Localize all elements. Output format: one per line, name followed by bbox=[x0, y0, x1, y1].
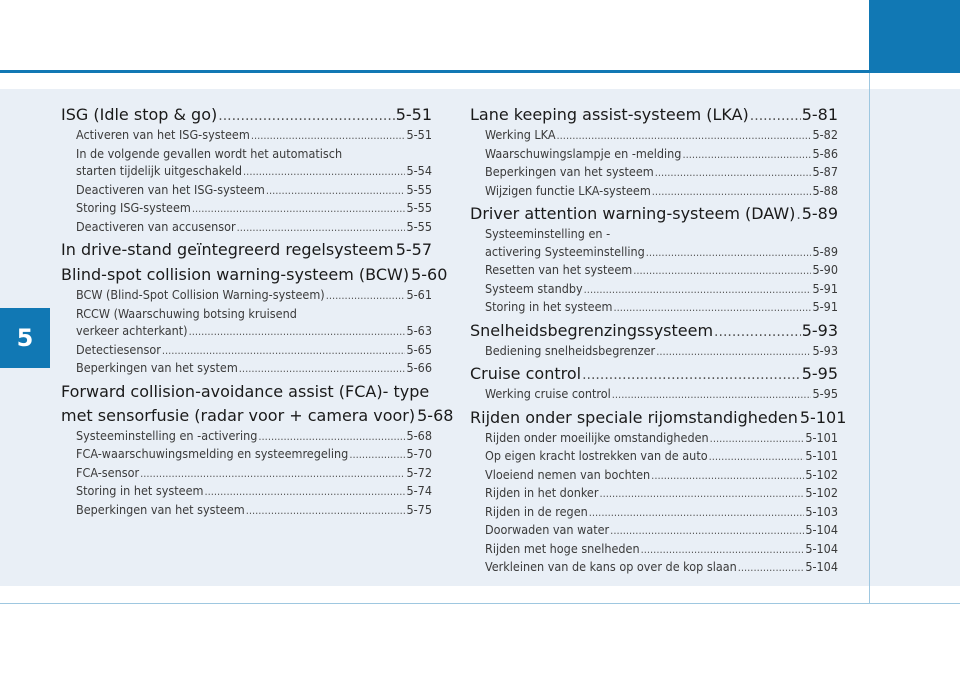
leader-dots bbox=[349, 446, 405, 464]
toc-subentry[interactable] bbox=[61, 501, 432, 520]
toc-entry-title: Storing ISG-systeem bbox=[76, 200, 191, 215]
toc-page-number: 5-61 bbox=[406, 287, 432, 302]
toc-page-number: 5-68 bbox=[417, 405, 454, 425]
toc-heading[interactable] bbox=[61, 105, 432, 126]
toc-entry-title: Bediening snelheidsbegrenzer bbox=[485, 342, 656, 358]
toc-entry-title: FCA-waarschuwingsmelding en systeemregeling bbox=[76, 446, 349, 461]
header-accent-block bbox=[869, 0, 960, 73]
toc-subentry[interactable] bbox=[61, 286, 432, 305]
toc-page-number: 5-89 bbox=[801, 204, 838, 223]
toc-subentry[interactable] bbox=[61, 181, 432, 200]
toc-subentry[interactable] bbox=[470, 163, 838, 182]
toc-entry-title: Doorwaden van water bbox=[485, 522, 610, 537]
toc-subentry[interactable] bbox=[470, 385, 838, 404]
toc-page-number: 5-54 bbox=[406, 163, 432, 178]
toc-page-number: 5-91 bbox=[812, 299, 838, 314]
toc-entry-title: Cruise control bbox=[470, 364, 582, 383]
toc-subentry[interactable] bbox=[61, 359, 432, 378]
toc-page-number: 5-101 bbox=[805, 448, 838, 463]
toc-entry-title: Deactiveren van accusensor bbox=[76, 218, 236, 234]
toc-entry-title: Storing in het systeem bbox=[485, 299, 613, 314]
toc-page-number: 5-95 bbox=[812, 386, 838, 401]
toc-subentry[interactable] bbox=[61, 445, 432, 464]
toc-page-number: 5-81 bbox=[801, 105, 838, 124]
leader-dots bbox=[189, 323, 406, 341]
toc-entry-title: Beperkingen van het systeem bbox=[485, 164, 654, 179]
toc-entry-title: Resetten van het systeem bbox=[485, 262, 633, 277]
chapter-tab bbox=[0, 308, 50, 368]
leader-dots bbox=[326, 287, 406, 305]
leader-dots bbox=[656, 343, 811, 361]
leader-dots bbox=[204, 483, 405, 501]
toc-entry-title: Blind-spot collision warning-systeem (BCW) bbox=[61, 265, 410, 284]
toc-entry-title: RCCW (Waarschuwing botsing kruisend bbox=[76, 305, 297, 321]
toc-subentry[interactable] bbox=[61, 305, 432, 323]
toc-entry-title: Lane keeping assist-systeem (LKA) bbox=[470, 105, 749, 124]
toc-subentry[interactable] bbox=[470, 484, 838, 503]
toc-subentry[interactable] bbox=[470, 503, 838, 522]
leader-dots bbox=[140, 465, 405, 483]
leader-dots bbox=[237, 219, 406, 237]
toc-entry-title: Rijden met hoge snelheden bbox=[485, 540, 640, 556]
leader-dots bbox=[162, 342, 406, 360]
toc-subentry[interactable] bbox=[470, 280, 838, 299]
leader-dots bbox=[613, 299, 811, 317]
leader-dots bbox=[651, 467, 804, 485]
leader-dots bbox=[243, 163, 405, 181]
toc-page-number: 5-68 bbox=[406, 427, 432, 443]
toc-entry-title: Detectiesensor bbox=[76, 341, 161, 357]
toc-entry-title: Snelheidsbegrenzingssysteem bbox=[470, 320, 714, 340]
toc-entry-title: FCA-sensor bbox=[76, 464, 140, 480]
leader-dots bbox=[655, 164, 812, 182]
toc-entry-title: In drive-stand geïntegreerd regelsysteem bbox=[61, 240, 394, 259]
toc-page-number: 5-72 bbox=[406, 464, 432, 480]
toc-subentry[interactable] bbox=[470, 243, 838, 262]
leader-dots bbox=[652, 183, 812, 201]
toc-subentry[interactable] bbox=[470, 447, 838, 466]
toc-entry-title: Rijden onder moeilijke omstandigheden bbox=[485, 429, 709, 445]
toc-entry-title: In de volgende gevallen wordt het automatisch bbox=[76, 145, 343, 161]
toc-entry-title: starten tijdelijk uitgeschakeld bbox=[76, 163, 243, 178]
toc-entry-title: ISG (Idle stop & go) bbox=[61, 105, 218, 124]
toc-entry-title: Op eigen kracht lostrekken van de auto bbox=[485, 448, 708, 463]
toc-heading[interactable] bbox=[61, 240, 432, 261]
leader-dots bbox=[584, 281, 812, 299]
toc-page-number: 5-104 bbox=[805, 540, 838, 556]
toc-page-number: 5-103 bbox=[805, 503, 838, 519]
toc-entry-title: Rijden in het donker bbox=[485, 485, 599, 500]
toc-subentry[interactable] bbox=[470, 261, 838, 280]
toc-entry-title: Werking cruise control bbox=[485, 386, 611, 401]
toc-entry-title: Wijzigen functie LKA-systeem bbox=[485, 182, 651, 198]
leader-dots bbox=[266, 182, 406, 200]
toc-entry-title: activering Systeeminstelling bbox=[485, 243, 645, 259]
leader-dots bbox=[709, 448, 805, 466]
toc-entry-title: Werking LKA bbox=[485, 127, 556, 142]
toc-entry-title: Storing in het systeem bbox=[76, 483, 204, 498]
toc-entry-title: Forward collision-avoidance assist (FCA)- type bbox=[61, 381, 430, 401]
toc-entry-title: verkeer achterkant) bbox=[76, 323, 188, 338]
toc-subentry[interactable] bbox=[470, 182, 838, 201]
toc-subentry[interactable] bbox=[470, 558, 838, 577]
toc-subentry[interactable] bbox=[470, 145, 838, 164]
leader-dots bbox=[246, 502, 406, 520]
leader-dots bbox=[612, 386, 812, 404]
toc-page-number: 5-101 bbox=[805, 429, 838, 445]
toc-page-number: 5-101 bbox=[799, 407, 847, 427]
toc-page-number: 5-65 bbox=[406, 341, 432, 357]
toc-page-number: 5-87 bbox=[812, 164, 838, 179]
toc-page-number: 5-90 bbox=[812, 262, 838, 277]
toc-subentry[interactable] bbox=[470, 225, 838, 243]
toc-column-right bbox=[470, 105, 847, 577]
toc-page-number: 5-88 bbox=[812, 182, 838, 198]
toc-page-number: 5-102 bbox=[805, 485, 838, 500]
toc-entry-title: Rijden in de regen bbox=[485, 503, 588, 519]
toc-heading[interactable] bbox=[470, 105, 838, 126]
toc-page-number: 5-102 bbox=[805, 466, 838, 482]
toc-heading[interactable] bbox=[61, 265, 448, 286]
margin-rule bbox=[869, 73, 870, 604]
toc-entry-title: BCW (Blind-Spot Collision Warning-systeem) bbox=[76, 287, 325, 302]
toc-page-number: 5-63 bbox=[406, 323, 432, 338]
toc-heading[interactable] bbox=[61, 405, 454, 427]
toc-page-number: 5-93 bbox=[801, 320, 838, 340]
leader-dots bbox=[258, 428, 405, 446]
toc-page-number: 5-75 bbox=[406, 501, 432, 517]
header-rule bbox=[0, 70, 960, 73]
toc-page-number: 5-91 bbox=[812, 280, 838, 296]
leader-dots bbox=[633, 262, 811, 280]
toc-entry-title: Activeren van het ISG-systeem bbox=[76, 127, 250, 142]
leader-dots bbox=[251, 127, 406, 145]
toc-page-number: 5-57 bbox=[395, 240, 432, 259]
toc-page-number: 5-86 bbox=[812, 145, 838, 161]
toc-page-number: 5-51 bbox=[406, 127, 432, 142]
leader-dots bbox=[796, 205, 800, 225]
toc-subentry[interactable] bbox=[61, 322, 432, 341]
leader-dots bbox=[682, 146, 811, 164]
toc-page-number: 5-89 bbox=[812, 243, 838, 259]
toc-page-number: 5-70 bbox=[406, 446, 432, 461]
toc-page-number: 5-82 bbox=[812, 127, 838, 142]
toc-page-number: 5-55 bbox=[406, 218, 432, 234]
toc-page-number: 5-55 bbox=[406, 181, 432, 197]
toc-entry-title: Systeem standby bbox=[485, 280, 583, 296]
leader-dots bbox=[750, 106, 801, 126]
leader-dots bbox=[710, 430, 805, 448]
toc-column-left bbox=[61, 105, 454, 519]
leader-dots bbox=[599, 485, 804, 503]
leader-dots bbox=[582, 365, 801, 385]
toc-page-number: 5-66 bbox=[406, 360, 432, 375]
toc-page-number: 5-104 bbox=[805, 559, 838, 574]
toc-page-number: 5-60 bbox=[411, 265, 448, 284]
toc-entry-title: Systeeminstelling en -activering bbox=[76, 427, 258, 443]
footer-rule bbox=[0, 603, 960, 604]
toc-subentry[interactable] bbox=[470, 298, 838, 317]
toc-heading[interactable] bbox=[470, 321, 838, 342]
toc-entry-title: Waarschuwingslampje en -melding bbox=[485, 145, 682, 161]
toc-heading[interactable] bbox=[470, 204, 838, 225]
leader-dots bbox=[738, 559, 805, 577]
toc-subentry[interactable] bbox=[61, 482, 432, 501]
leader-dots bbox=[646, 244, 812, 262]
leader-dots bbox=[557, 127, 812, 145]
toc-entry-title: Driver attention warning-systeem (DAW) bbox=[470, 204, 796, 223]
toc-entry-title: Beperkingen van het system bbox=[76, 360, 238, 375]
toc-entry-title: Deactiveren van het ISG-systeem bbox=[76, 181, 265, 197]
leader-dots bbox=[589, 504, 805, 522]
toc-heading[interactable] bbox=[470, 407, 847, 429]
toc-subentry[interactable] bbox=[61, 162, 432, 181]
toc-subentry[interactable] bbox=[470, 126, 838, 145]
toc-entry-title: Systeeminstelling en - bbox=[485, 226, 611, 241]
toc-page-number: 5-55 bbox=[406, 200, 432, 215]
toc-page-number: 5-51 bbox=[395, 105, 432, 124]
toc-subentry[interactable] bbox=[470, 429, 838, 448]
toc-entry-title: Rijden onder speciale rijomstandigheden bbox=[470, 407, 798, 427]
leader-dots bbox=[610, 522, 804, 540]
toc-subentry[interactable] bbox=[61, 427, 432, 446]
toc-page-number: 5-95 bbox=[801, 364, 838, 383]
toc-subentry[interactable] bbox=[470, 540, 838, 559]
toc-entry-title: Verkleinen van de kans op over de kop slaan bbox=[485, 559, 737, 574]
toc-heading[interactable] bbox=[61, 382, 432, 402]
toc-subentry[interactable] bbox=[470, 342, 838, 361]
toc-subentry[interactable] bbox=[61, 341, 432, 360]
leader-dots bbox=[714, 322, 801, 342]
toc-entry-title: Beperkingen van het systeem bbox=[76, 501, 245, 517]
toc-page-number: 5-74 bbox=[406, 483, 432, 498]
toc-page-number: 5-93 bbox=[812, 342, 838, 358]
toc-subentry[interactable] bbox=[61, 199, 432, 218]
chapter-number: 5 bbox=[16, 324, 34, 352]
leader-dots bbox=[192, 200, 406, 218]
toc-subentry[interactable] bbox=[61, 218, 432, 237]
toc-entry-title: Vloeiend nemen van bochten bbox=[485, 466, 651, 482]
leader-dots bbox=[239, 360, 406, 378]
toc-heading[interactable] bbox=[470, 364, 838, 385]
toc-entry-title: met sensorfusie (radar voor + camera voor) bbox=[61, 405, 416, 425]
leader-dots bbox=[641, 541, 805, 559]
toc-page-number: 5-104 bbox=[805, 522, 838, 537]
toc-subentry[interactable] bbox=[470, 521, 838, 540]
toc-subentry[interactable] bbox=[61, 126, 432, 145]
toc-subentry[interactable] bbox=[470, 466, 838, 485]
toc-subentry[interactable] bbox=[61, 464, 432, 483]
toc-subentry[interactable] bbox=[61, 145, 432, 163]
leader-dots bbox=[218, 106, 394, 126]
